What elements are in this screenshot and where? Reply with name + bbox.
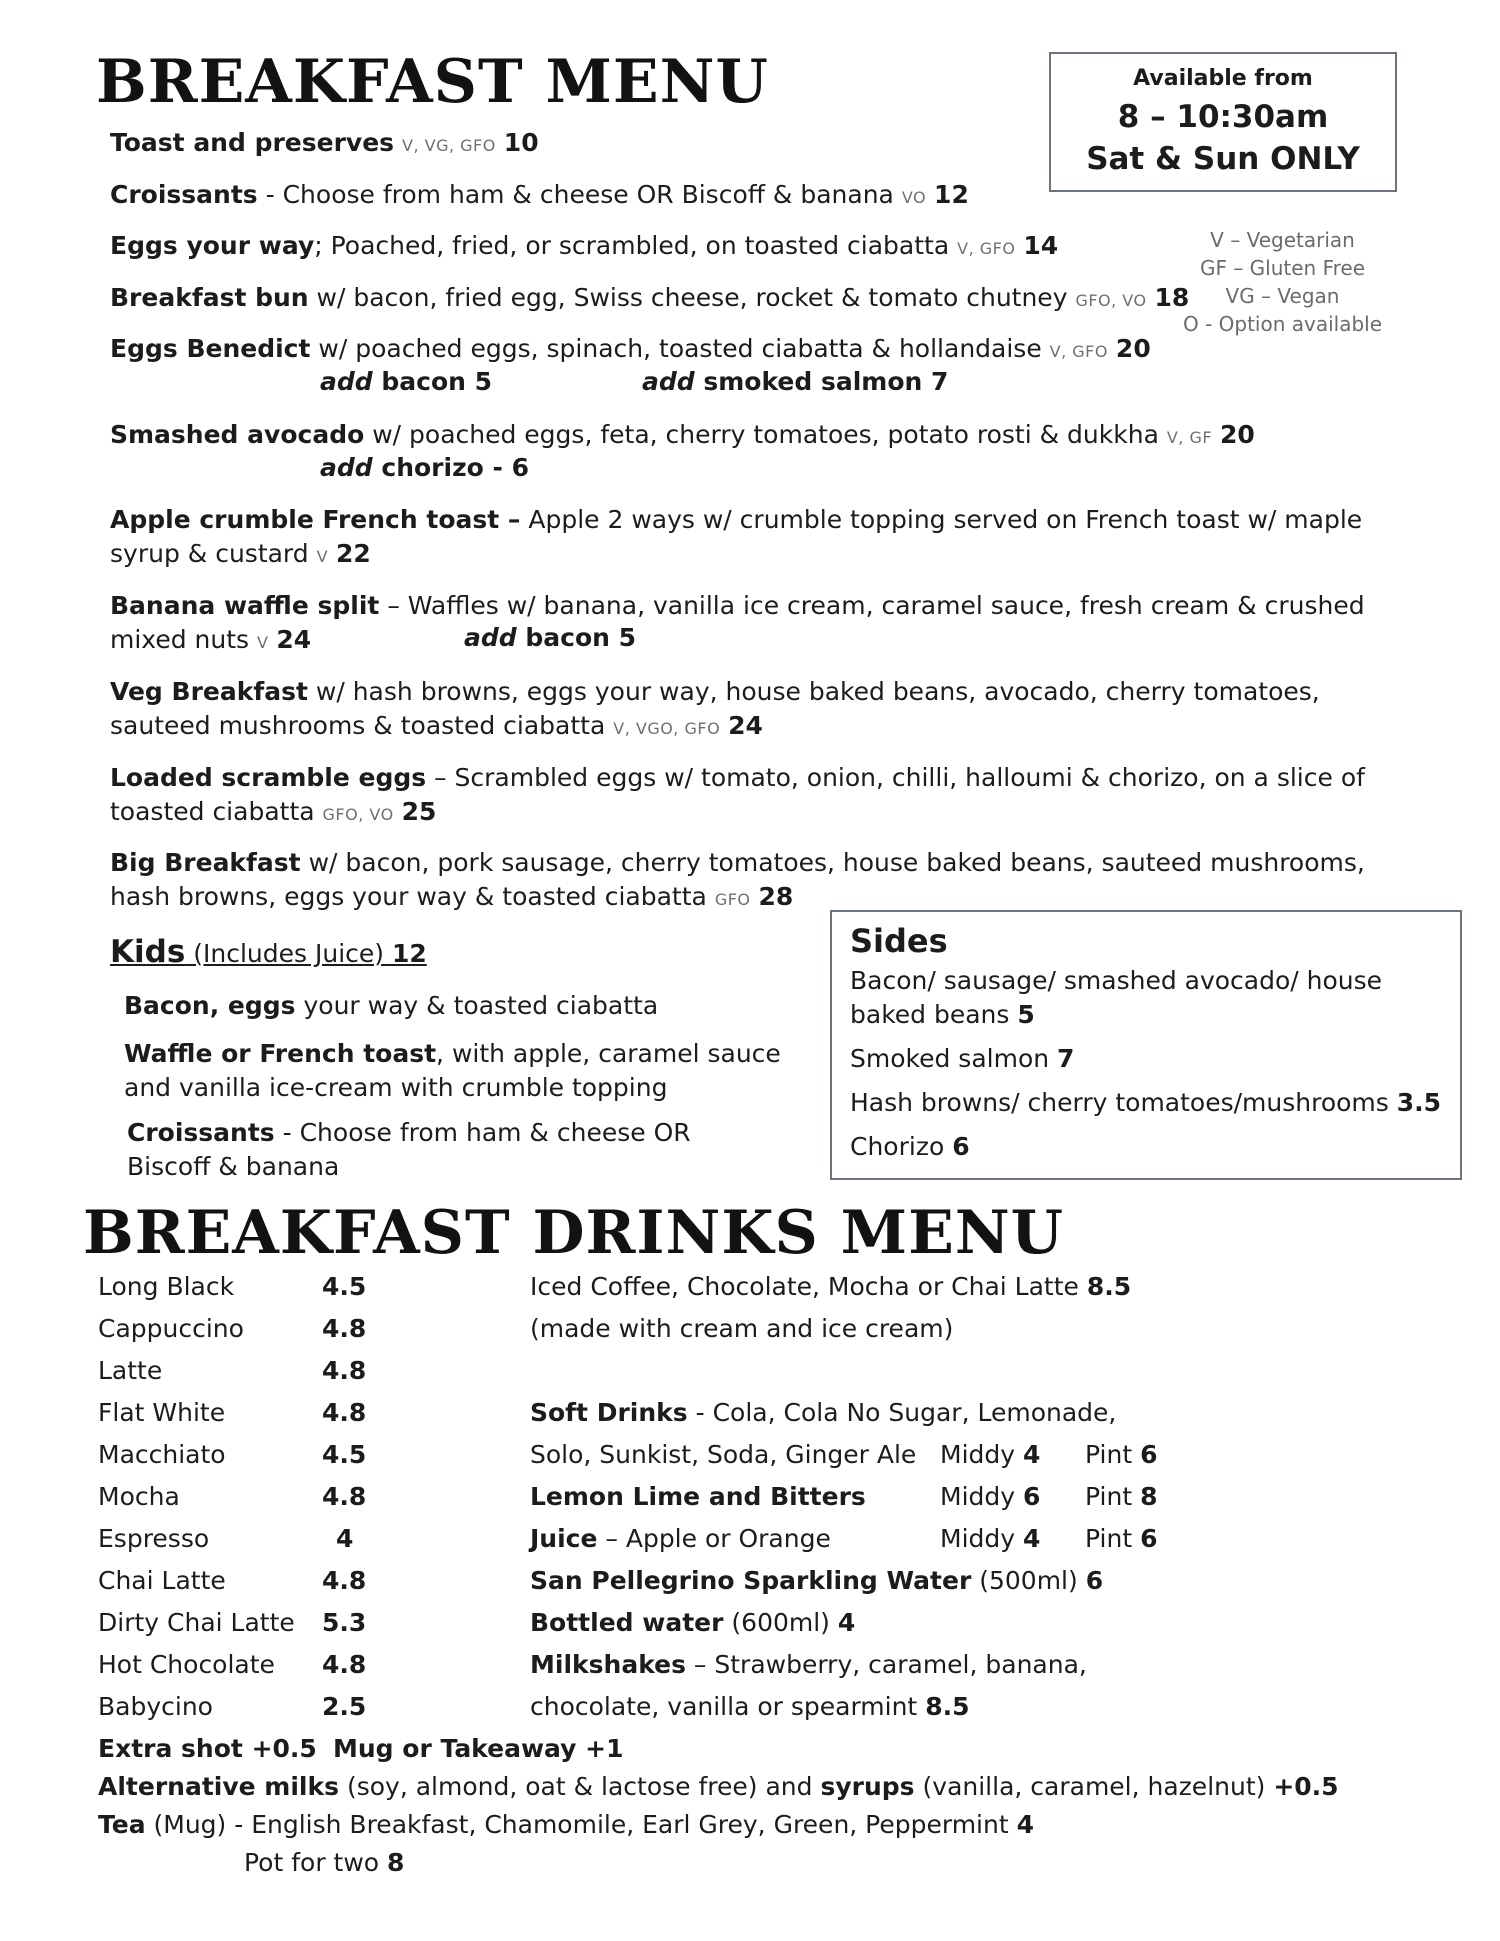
menu-item-eggs-your-way (110, 229, 1058, 266)
coffee-name-column (98, 1266, 295, 1728)
spacer (530, 1350, 1410, 1392)
legend-item: V – Vegetarian (1210, 228, 1355, 252)
coffee-price: 4.8 (322, 1356, 367, 1385)
item-price: 22 (336, 539, 371, 568)
item-tags: GFO, VO (322, 805, 394, 824)
availability-hours: 8 – 10:30am (1117, 99, 1329, 135)
kids-section-title (110, 934, 427, 970)
coffee-name: Hot Chocolate (98, 1650, 275, 1679)
syrups-desc: (vanilla, caramel, hazelnut) (914, 1772, 1274, 1801)
side-item-text: Bacon/ sausage/ smashed avocado/ house (850, 966, 1383, 995)
item-name: Eggs your way (110, 231, 315, 260)
water-price: 4 (837, 1608, 856, 1637)
menu-item-croissants (110, 178, 969, 215)
mug-or-takeaway: Mug or Takeaway +1 (333, 1734, 624, 1763)
menu-item-big-breakfast (110, 846, 1365, 917)
legend-item: VG – Vegan (1225, 284, 1340, 308)
side-item (850, 1130, 1442, 1164)
coffee-price: 4 (336, 1524, 354, 1553)
lemon-lime-bitters (530, 1476, 1410, 1518)
coffee-price: 2.5 (322, 1692, 367, 1721)
item-tags: V, VG, GFO (402, 136, 496, 155)
middy-price: Middy 4 (940, 1524, 1041, 1553)
soft-drinks (530, 1392, 1410, 1434)
menu-item-eggs-benedict (110, 332, 1151, 369)
item-name: Apple crumble French toast – (110, 505, 521, 534)
item-tags: V (316, 547, 329, 566)
pot-label: Pot for two (244, 1848, 388, 1877)
item-tags: V (257, 633, 269, 652)
item-price: 12 (934, 180, 969, 209)
item-desc-cont: toasted ciabatta (110, 797, 315, 826)
kids-item-name: Waffle or French toast (124, 1039, 437, 1068)
addon-text: smoked salmon 7 (694, 367, 949, 396)
menu-item-apple-crumble-french-toast (110, 503, 1362, 574)
item-name: Loaded scramble eggs (110, 763, 427, 792)
alternative-milks (98, 1766, 1339, 1808)
kids-item-desc-cont: Biscoff & banana (127, 1152, 340, 1181)
side-item-text: Hash browns/ cherry tomatoes/mushrooms (850, 1088, 1397, 1117)
pint-price: Pint 8 (1085, 1482, 1158, 1511)
milkshakes-price: 8.5 (925, 1692, 970, 1721)
item-tags: V, GF (1166, 428, 1213, 447)
tea-price: 4 (1016, 1810, 1035, 1839)
san-pellegrino (530, 1560, 1410, 1602)
water-size: (600ml) (723, 1608, 838, 1637)
item-desc: – Waffles w/ banana, vanilla ice cream, caramel sauce, fresh cream & crushed (379, 591, 1365, 620)
middy-price: Middy 6 (940, 1482, 1041, 1511)
alt-milks-desc: (soy, almond, oat & lactose free) and (339, 1772, 821, 1801)
kids-item (124, 1037, 781, 1105)
kids-title: Kids (110, 934, 186, 970)
legend-item: O - Option available (1182, 312, 1383, 336)
item-price: 24 (276, 625, 312, 654)
pint-price: Pint 6 (1085, 1524, 1158, 1553)
addon-word: add (642, 367, 695, 396)
item-name: Big Breakfast (110, 848, 301, 877)
item-name: Croissants (110, 180, 258, 209)
item-tags: GFO, VO (1075, 291, 1147, 310)
menu-item-smashed-avocado (110, 418, 1255, 455)
bottled-water (530, 1602, 1410, 1644)
availability-line1: Available from (1133, 66, 1313, 91)
coffee-name: Espresso (98, 1524, 210, 1553)
kids-item (124, 989, 658, 1023)
middy-price: Middy 4 (940, 1440, 1041, 1469)
item-desc-cont: mixed nuts (110, 625, 250, 654)
kids-item (127, 1116, 691, 1184)
item-desc-cont: syrup & custard (110, 539, 309, 568)
syrups-label: syrups (820, 1772, 915, 1801)
item-tags: GFO (714, 890, 751, 909)
addon-text: bacon 5 (516, 623, 637, 652)
coffee-price: 4.5 (322, 1272, 367, 1301)
milkshakes-desc: – Strawberry, caramel, banana, (685, 1650, 1087, 1679)
side-item-price: 6 (952, 1132, 970, 1161)
soft-drinks-label: Soft Drinks (530, 1398, 688, 1427)
pint-price: Pint 6 (1085, 1440, 1158, 1469)
dietary-legend (1165, 226, 1400, 338)
kids-item-desc-cont: and vanilla ice-cream with crumble topping (124, 1073, 668, 1102)
item-desc-cont: hash browns, eggs your way & toasted ciabatta (110, 882, 707, 911)
side-item-price: 3.5 (1396, 1088, 1442, 1117)
coffee-name: Cappuccino (98, 1314, 244, 1343)
item-price: 25 (401, 797, 437, 826)
kids-item-desc: , with apple, caramel sauce (436, 1039, 781, 1068)
side-item-text: Smoked salmon (850, 1044, 1058, 1073)
item-price: 20 (1220, 420, 1255, 449)
coffee-price: 4.5 (322, 1440, 367, 1469)
coffee-price: 4.8 (322, 1482, 367, 1511)
item-desc: w/ poached eggs, spinach, toasted ciabatta & hollandaise (310, 334, 1042, 363)
addon-text: bacon 5 (372, 367, 493, 396)
tea-pot-for-two (244, 1842, 404, 1884)
iced-note: (made with cream and ice cream) (530, 1314, 954, 1343)
sides-title: Sides (850, 922, 948, 960)
item-tags: V, GFO (957, 239, 1016, 258)
pot-price: 8 (387, 1848, 405, 1877)
side-item (850, 1042, 1442, 1076)
addon-text: chorizo - 6 (372, 453, 529, 482)
item-tags: V, VGO, GFO (613, 719, 721, 738)
availability-box (1049, 52, 1397, 192)
legend-item: GF – Gluten Free (1199, 256, 1366, 280)
llb-label: Lemon Lime and Bitters (530, 1482, 866, 1511)
side-item (850, 1086, 1442, 1120)
alt-milks-label: Alternative milks (98, 1772, 339, 1801)
pellegrino-price: 6 (1085, 1566, 1104, 1595)
side-item-text-cont: baked beans (850, 1000, 1018, 1029)
milkshakes (530, 1644, 1410, 1686)
addon-word: add (320, 453, 373, 482)
menu-item-loaded-scramble-eggs (110, 761, 1365, 832)
other-drinks-column (530, 1266, 1410, 1728)
soft-drinks-desc: - Cola, Cola No Sugar, Lemonade, (687, 1398, 1117, 1427)
item-tags: V, GFO (1049, 342, 1108, 361)
kids-item-desc: your way & toasted ciabatta (295, 991, 659, 1020)
tea-label: Tea (98, 1810, 146, 1839)
item-desc: ; Poached, fried, or scrambled, on toasted ciabatta (314, 231, 950, 260)
milkshakes-desc-cont: chocolate, vanilla or spearmint (530, 1692, 926, 1721)
coffee-name: Macchiato (98, 1440, 226, 1469)
coffee-name: Latte (98, 1356, 163, 1385)
addon-word: add (320, 367, 373, 396)
addon-chorizo (320, 453, 529, 482)
milkshakes-label: Milkshakes (530, 1650, 686, 1679)
breakfast-menu-title: BREAKFAST MENU (96, 47, 769, 117)
item-price: 28 (758, 882, 794, 911)
menu-item-breakfast-bun (110, 281, 1189, 318)
pellegrino-size: (500ml) (971, 1566, 1086, 1595)
item-price: 18 (1154, 283, 1190, 312)
kids-price: 12 (391, 939, 427, 968)
sides-box (830, 910, 1462, 1180)
soft-drinks-cont (530, 1434, 1410, 1476)
coffee-price-column (322, 1266, 366, 1728)
extra-shot: Extra shot +0.5 (98, 1734, 317, 1763)
kids-item-desc: - Choose from ham & cheese OR (274, 1118, 691, 1147)
item-price: 10 (503, 128, 539, 157)
milkshakes-cont (530, 1686, 1410, 1728)
coffee-price: 4.8 (322, 1650, 367, 1679)
coffee-name: Flat White (98, 1398, 226, 1427)
item-name: Banana waffle split (110, 591, 380, 620)
juice-desc: – Apple or Orange (597, 1524, 831, 1553)
item-price: 24 (728, 711, 763, 740)
coffee-price: 5.3 (322, 1608, 367, 1637)
water-label: Bottled water (530, 1608, 724, 1637)
drinks-menu-title: BREAKFAST DRINKS MENU (83, 1198, 1064, 1268)
side-item-price: 5 (1017, 1000, 1035, 1029)
iced-drinks (530, 1266, 1410, 1308)
coffee-name: Chai Latte (98, 1566, 226, 1595)
addon-word: add (464, 623, 517, 652)
coffee-name: Dirty Chai Latte (98, 1608, 295, 1637)
item-desc: Apple 2 ways w/ crumble topping served on French toast w/ maple (520, 505, 1363, 534)
menu-item-veg-breakfast (110, 675, 1320, 746)
juice (530, 1518, 1410, 1560)
tea (98, 1804, 1034, 1846)
coffee-price: 4.8 (322, 1566, 367, 1595)
coffee-name: Long Black (98, 1272, 235, 1301)
kids-item-name: Croissants (127, 1118, 275, 1147)
tea-desc: (Mug) - English Breakfast, Chamomile, Earl Grey, Green, Peppermint (145, 1810, 1017, 1839)
item-desc: w/ bacon, fried egg, Swiss cheese, rocket & tomato chutney (308, 283, 1068, 312)
item-name: Eggs Benedict (110, 334, 311, 363)
menu-item-banana-waffle-split (110, 589, 1365, 660)
kids-item-name: Bacon, eggs (124, 991, 296, 1020)
iced-text: Iced Coffee, Chocolate, Mocha or Chai Latte (530, 1272, 1087, 1301)
coffee-name: Mocha (98, 1482, 180, 1511)
side-item-text: Chorizo (850, 1132, 953, 1161)
kids-subtitle: (Includes Juice) (185, 939, 392, 968)
coffee-price: 4.8 (322, 1398, 367, 1427)
item-name: Toast and preserves (110, 128, 395, 157)
menu-item-toast (110, 126, 539, 163)
addon-waffle-bacon (464, 623, 636, 652)
item-desc: w/ bacon, pork sausage, cherry tomatoes, house baked beans, sauteed mushrooms, (300, 848, 1365, 877)
alt-milks-price: +0.5 (1273, 1772, 1339, 1801)
pellegrino-label: San Pellegrino Sparkling Water (530, 1566, 972, 1595)
item-name: Breakfast bun (110, 283, 309, 312)
side-item (850, 964, 1442, 1032)
item-desc: - Choose from ham & cheese OR Biscoff & banana (257, 180, 894, 209)
juice-label: Juice (530, 1524, 598, 1553)
item-desc: w/ poached eggs, feta, cherry tomatoes, potato rosti & dukkha (364, 420, 1159, 449)
soft-drinks-desc-cont: Solo, Sunkist, Soda, Ginger Ale (530, 1440, 917, 1469)
item-price: 20 (1115, 334, 1151, 363)
item-desc-cont: sauteed mushrooms & toasted ciabatta (110, 711, 606, 740)
coffee-name: Babycino (98, 1692, 213, 1721)
side-item-price: 7 (1057, 1044, 1075, 1073)
item-name: Smashed avocado (110, 420, 365, 449)
coffee-price: 4.8 (322, 1314, 367, 1343)
item-name: Veg Breakfast (110, 677, 308, 706)
item-tags: VO (901, 188, 927, 207)
addon-bacon (320, 367, 492, 396)
item-desc: – Scrambled eggs w/ tomato, onion, chilli, halloumi & chorizo, on a slice of (426, 763, 1365, 792)
item-price: 14 (1023, 231, 1059, 260)
availability-days: Sat & Sun ONLY (1086, 141, 1360, 177)
iced-price: 8.5 (1086, 1272, 1132, 1301)
addon-smoked-salmon (642, 367, 948, 396)
item-desc: w/ hash browns, eggs your way, house baked beans, avocado, cherry tomatoes, (307, 677, 1320, 706)
